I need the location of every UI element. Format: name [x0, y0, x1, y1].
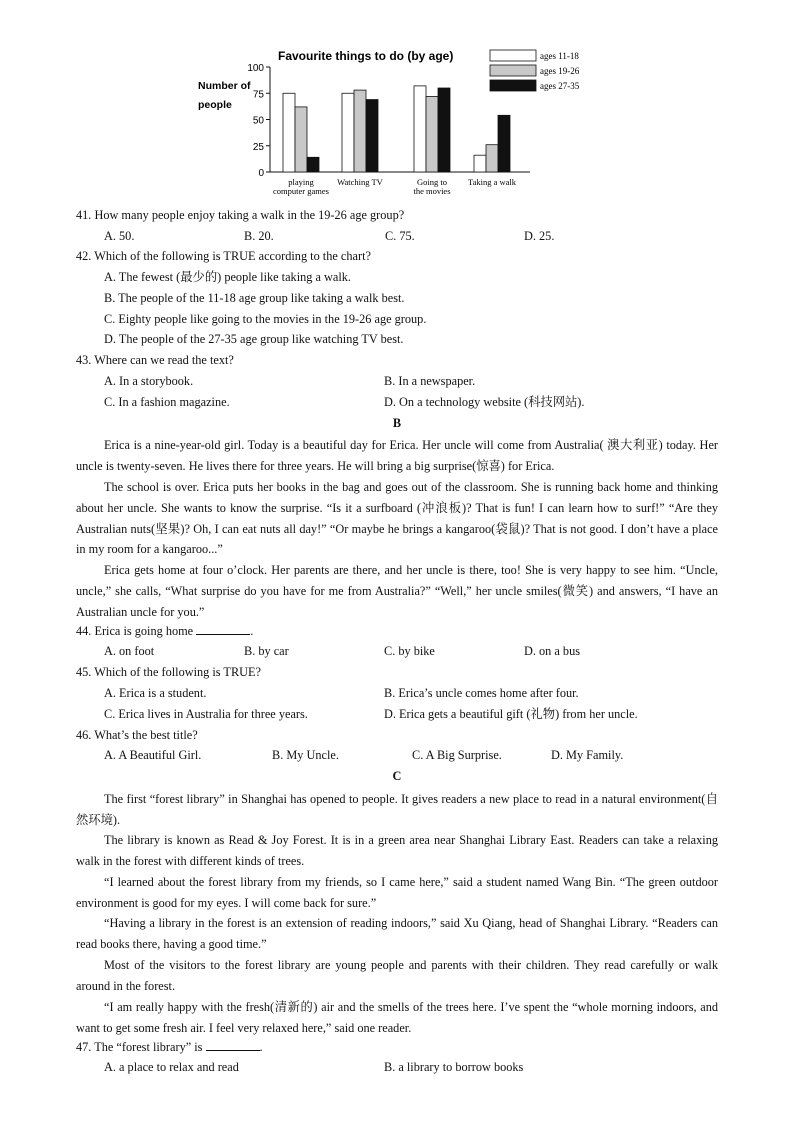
q41-option-d: D. 25.: [524, 229, 555, 243]
q46-option-d: D. My Family.: [551, 748, 624, 762]
q42-option-a: A. The fewest (最少的) people like taking a walk.: [104, 270, 352, 284]
passage-c-paragraph-3: “I learned about the forest library from my friends, so I came here,” said a student named Wang Bin. “The green outdoor environment is good for my eyes. I will come back for sure.”: [76, 875, 718, 910]
q44-stem-text: 44. Erica is going home: [76, 624, 194, 638]
question-42-stem: 42. Which of the following is TRUE according to the chart?: [76, 249, 371, 263]
q43-option-c: C. In a fashion magazine.: [104, 395, 230, 409]
legend-label: ages 11-18: [540, 51, 579, 61]
passage-b-paragraph-2: The school is over. Erica puts her books in the bag and goes out of the classroom. She is running back home and thinking about her uncle. She wants to know the surprise. “Is it a surfboard (冲浪板)? That is fun! I can learn how to surf!” “Are they Australian nuts(坚果)? Oh, I can eat nuts all day!” “Or maybe he brings a kangaroo(袋鼠)? That is not good. I don’t have a place in my room for a kangaroo...”: [76, 480, 718, 557]
q42-option-c: C. Eighty people like going to the movies in the 19-26 age group.: [104, 312, 427, 326]
bar: [438, 88, 450, 172]
x-tick-label: the movies: [413, 186, 451, 196]
bar: [486, 145, 498, 172]
section-c-heading: C: [392, 769, 402, 783]
legend-label: ages 27-35: [540, 81, 580, 91]
q45-option-b: B. Erica’s uncle comes home after four.: [384, 686, 579, 700]
legend-swatch: [490, 80, 536, 91]
q47-stem-end: .: [259, 1040, 263, 1054]
passage-c-paragraph-1: The first “forest library” in Shanghai has opened to people. It gives readers a new place to read in a natural environment(自然环境).: [76, 792, 718, 827]
y-tick-label: 50: [252, 115, 264, 127]
bar: [414, 86, 426, 172]
chart-canvas: [190, 40, 620, 205]
q41-option-c: C. 75.: [385, 229, 415, 243]
question-46-stem: 46. What’s the best title?: [76, 728, 198, 742]
q44-option-d: D. on a bus: [524, 644, 581, 658]
q42-option-d: D. The people of the 27-35 age group like watching TV best.: [104, 332, 404, 346]
bar: [498, 115, 510, 172]
y-tick-label: 0: [258, 168, 264, 179]
q44-option-a: A. on foot: [104, 644, 155, 658]
q45-option-d: D. Erica gets a beautiful gift (礼物) from her uncle.: [384, 707, 638, 721]
bar-chart: [190, 40, 620, 205]
bar: [307, 157, 319, 172]
passage-b-paragraph-3: Erica gets home at four o’clock. Her parents are there, and her uncle is there, too! She is very happy to see him. “Uncle, uncle,” she calls, “What surprise do you have for me from Australia?” “Well,” her uncle smiles(微笑) and answers, “I have an Australian uncle for you.”: [76, 563, 718, 619]
passage-c-paragraph-5: Most of the visitors to the forest library are young people and parents with their children. They read carefully or walk around in the forest.: [76, 958, 718, 993]
q46-option-c: C. A Big Surprise.: [412, 748, 502, 762]
passage-b-paragraph-1: Erica is a nine-year-old girl. Today is a beautiful day for Erica. Her uncle will come from Australia( 澳大利亚) today. Her uncle is twenty-seven. He lives there for three years. He will bring a big surprise(惊喜) for Erica.: [76, 438, 718, 473]
legend-swatch: [490, 65, 536, 76]
bar: [342, 93, 354, 172]
bar: [366, 100, 378, 172]
x-tick-label: Watching TV: [337, 177, 383, 187]
passage-c-paragraph-6: “I am really happy with the fresh(清新的) air and the smells of the trees here. I’ve spent the “whole morning indoors, and want to get some fresh air. I feel very relaxed here,” said one reader.: [76, 1000, 718, 1035]
q44-stem-end: .: [250, 624, 254, 638]
question-43-stem: 43. Where can we read the text?: [76, 353, 234, 367]
question-45-stem: 45. Which of the following is TRUE?: [76, 665, 261, 679]
q41-option-a: A. 50.: [104, 229, 135, 243]
q43-option-a: A. In a storybook.: [104, 374, 194, 388]
q47-option-b: B. a library to borrow books: [384, 1060, 524, 1074]
q47-option-a: A. a place to relax and read: [104, 1060, 239, 1074]
y-tick-label: 75: [252, 89, 264, 101]
answer-blank: [206, 1039, 260, 1051]
bar: [354, 90, 366, 172]
q43-option-b: B. In a newspaper.: [384, 374, 476, 388]
bar: [474, 155, 486, 172]
q45-option-c: C. Erica lives in Australia for three years.: [104, 707, 308, 721]
y-axis-label: Number of: [198, 80, 251, 92]
q44-option-c: C. by bike: [384, 644, 435, 658]
question-47-stem: [76, 1039, 263, 1055]
answer-blank: [196, 623, 250, 635]
y-tick-label: 25: [252, 141, 264, 153]
bar: [283, 93, 295, 172]
y-tick-label: 100: [247, 63, 264, 74]
question-41-stem: 41. How many people enjoy taking a walk in the 19-26 age group?: [76, 208, 405, 222]
legend-swatch: [490, 50, 536, 61]
q45-option-a: A. Erica is a student.: [104, 686, 207, 700]
q44-option-b: B. by car: [244, 644, 289, 658]
q46-option-b: B. My Uncle.: [272, 748, 339, 762]
x-tick-label: computer games: [273, 186, 329, 196]
x-tick-label: Going to: [417, 177, 447, 187]
bar: [426, 96, 438, 172]
q42-option-b: B. The people of the 11-18 age group like taking a walk best.: [104, 291, 405, 305]
q43-option-d: D. On a technology website (科技网站).: [384, 395, 585, 409]
q46-option-a: A. A Beautiful Girl.: [104, 748, 202, 762]
chart-title: Favourite things to do (by age): [278, 49, 454, 63]
legend-label: ages 19-26: [540, 66, 580, 76]
x-tick-label: playing: [288, 177, 314, 187]
passage-c-paragraph-4: “Having a library in the forest is an extension of reading indoors,” said Xu Qiang, head of Shanghai Library. “Readers can read books there, having a good time.”: [76, 916, 718, 951]
x-tick-label: Taking a walk: [467, 177, 517, 187]
q41-option-b: B. 20.: [244, 229, 274, 243]
question-44-stem: [76, 623, 253, 639]
passage-c-paragraph-2: The library is known as Read & Joy Forest. It is in a green area near Shanghai Library East. Readers can take a relaxing walk in the forest with different kinds of trees.: [76, 833, 718, 868]
section-b-heading: B: [392, 416, 402, 430]
q47-stem-text: 47. The “forest library” is: [76, 1040, 203, 1054]
y-axis-label: people: [198, 99, 232, 111]
bar: [295, 107, 307, 172]
